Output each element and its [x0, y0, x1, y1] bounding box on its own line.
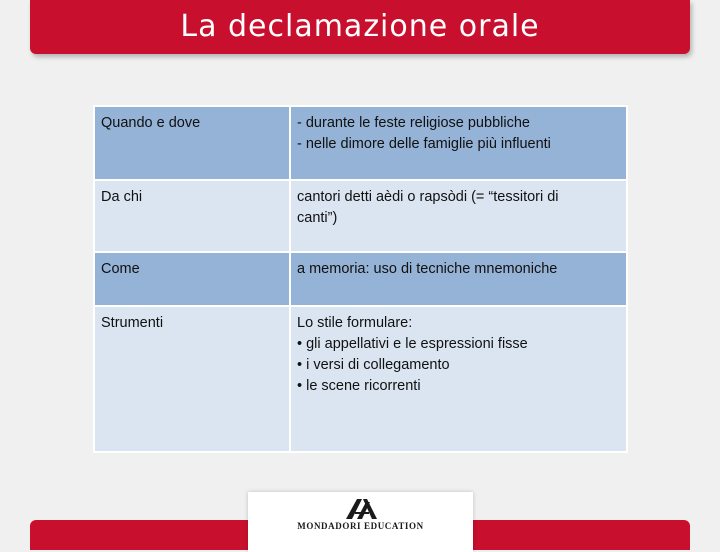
publisher-logo: [248, 492, 473, 552]
content-line: - nelle dimore delle famiglie più influenti: [297, 136, 551, 152]
slide-title: La declamazione orale: [180, 9, 540, 44]
content-line: • gli appellativi e le espressioni fisse: [297, 336, 528, 352]
row-content: [290, 106, 627, 180]
table-row: [94, 252, 627, 306]
title-bar: [30, 0, 690, 54]
table-row: [94, 180, 627, 252]
row-content: [290, 252, 627, 306]
row-label: Come: [94, 252, 290, 306]
content-line: • le scene ricorrenti: [297, 378, 421, 394]
mondadori-logo-icon: [343, 498, 379, 520]
row-label: Quando e dove: [94, 106, 290, 180]
row-content: [290, 306, 627, 452]
table-row: [94, 306, 627, 452]
row-label: Strumenti: [94, 306, 290, 452]
info-table: [93, 105, 628, 453]
content-line: a memoria: uso di tecniche mnemoniche: [297, 261, 558, 277]
table-row: [94, 106, 627, 180]
content-line: cantori detti aèdi o rapsòdi (= “tessitori di: [297, 189, 559, 205]
content-line: • i versi di collegamento: [297, 357, 450, 373]
content-line: - durante le feste religiose pubbliche: [297, 115, 530, 131]
row-label: Da chi: [94, 180, 290, 252]
content-line: Lo stile formulare:: [297, 315, 413, 331]
content-line: canti”): [297, 210, 338, 226]
logo-text: MONDADORI EDUCATION: [297, 521, 424, 531]
row-content: [290, 180, 627, 252]
